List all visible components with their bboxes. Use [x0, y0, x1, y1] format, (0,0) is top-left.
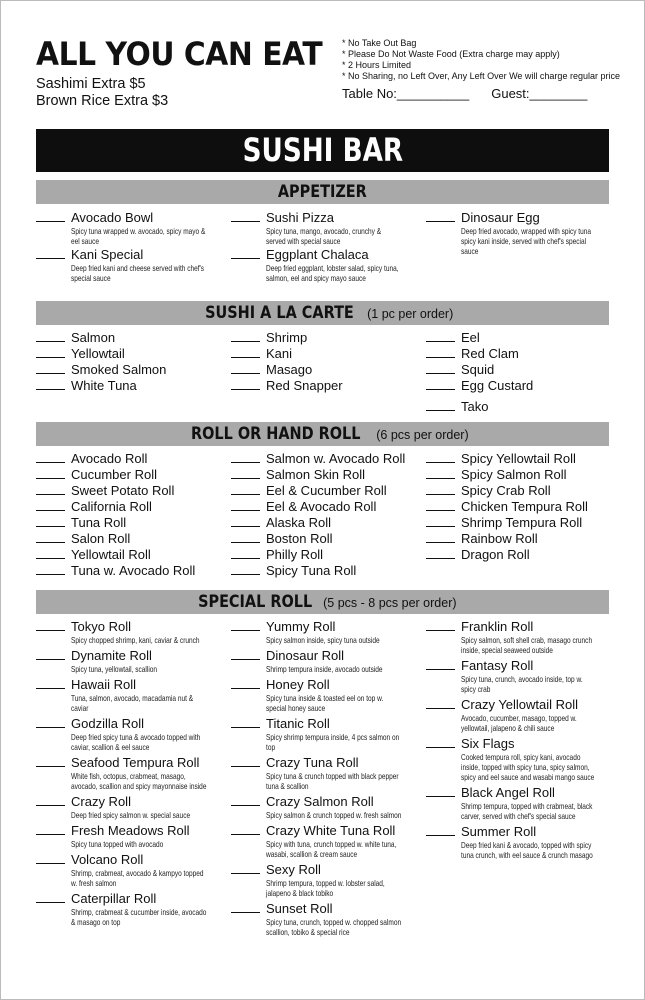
item-description: Shrimp tempura, topped w. lobster salad, jalapeno & black tobiko	[266, 878, 385, 898]
menu-item-dynamite-roll	[36, 648, 226, 674]
menu-item-shrimp-tempura-roll	[426, 515, 616, 531]
menu-item-avocado-bowl	[36, 210, 226, 246]
menu-item-red-clam	[426, 346, 616, 362]
menu-item-titanic-roll	[231, 716, 421, 752]
special-column-1	[36, 619, 226, 930]
item-name: Kani Special	[71, 247, 144, 262]
menu-item-salmon	[36, 330, 226, 346]
section-roll-or-hand-roll	[36, 422, 609, 446]
note-take-out: * No Take Out Bag	[342, 38, 417, 48]
item-description: Spicy tuna, crunch, avocado inside, top w. spicy crab	[461, 674, 583, 694]
section-title: ROLL OR HAND ROLL	[191, 424, 361, 444]
item-name: Masago	[266, 362, 313, 377]
banner-text: SUSHI BAR	[242, 131, 403, 169]
sushi-bar-banner	[36, 129, 609, 172]
roll-column-3	[426, 451, 616, 563]
item-description: Spicy salmon, soft shell crab, masago crunch inside, special seaweed outside	[461, 635, 593, 655]
item-name: Philly Roll	[266, 547, 324, 562]
item-name: Seafood Tempura Roll	[71, 755, 200, 770]
menu-item-squid	[426, 362, 616, 378]
item-name: Honey Roll	[266, 677, 330, 692]
menu-item-tako	[426, 399, 616, 415]
item-name: Summer Roll	[461, 824, 537, 839]
item-name: Salmon w. Avocado Roll	[266, 451, 406, 466]
menu-title: ALL YOU CAN EAT	[36, 35, 323, 73]
menu-item-yummy-roll	[231, 619, 421, 645]
note-waste: * Please Do Not Waste Food (Extra charge may apply)	[342, 49, 560, 59]
header-left	[36, 35, 336, 110]
item-description: Spicy shrimp tempura inside, 4 pcs salmon on top	[266, 732, 400, 752]
item-description: Shrimp, crabmeat, avocado & kampyo topped w. fresh salmon	[71, 868, 204, 888]
item-name: Sunset Roll	[266, 901, 333, 916]
item-description: Spicy with tuna, crunch topped w. white tuna, wasabi, scallion & cream sauce	[266, 839, 397, 859]
item-description: White fish, octopus, crabmeat, masago, avocado, scallion and spicy mayonnaise inside	[71, 771, 207, 791]
menu-item-sexy-roll	[231, 862, 421, 898]
menu-item-sushi-pizza	[231, 210, 421, 246]
menu-item-tokyo-roll	[36, 619, 226, 645]
item-description: Spicy tuna, yellowtail, scallion	[71, 664, 158, 674]
menu-item-salmon-w-avocado-roll	[231, 451, 421, 467]
item-name: Cucumber Roll	[71, 467, 157, 482]
menu-item-yellowtail-roll	[36, 547, 226, 563]
item-name: Eel & Cucumber Roll	[266, 483, 387, 498]
carte-column-2	[231, 330, 421, 394]
guest-count-field: Guest:________	[491, 86, 588, 101]
menu-item-spicy-salmon-roll	[426, 467, 616, 483]
item-name: Yellowtail Roll	[71, 547, 151, 562]
note-sharing: * No Sharing, no Left Over, Any Left Over We will charge regular price	[342, 71, 620, 81]
table-number-field: Table No:__________	[342, 86, 470, 101]
item-name: Volcano Roll	[71, 852, 144, 867]
item-description: Spicy tuna, mango, avocado, crunchy & served with special sauce	[266, 226, 382, 246]
menu-item-honey-roll	[231, 677, 421, 713]
item-description: Spicy tuna wrapped w. avocado, spicy mayo & eel sauce	[71, 226, 206, 246]
menu-item-eel-avocado-roll	[231, 499, 421, 515]
item-description: Deep fried spicy tuna & avocado topped with caviar, scallion & eel sauce	[71, 732, 201, 752]
item-name: Salon Roll	[71, 531, 131, 546]
item-name: Tako	[461, 399, 489, 414]
item-name: Red Clam	[461, 346, 519, 361]
menu-item-summer-roll	[426, 824, 616, 860]
menu-item-salon-roll	[36, 531, 226, 547]
menu-item-yellowtail	[36, 346, 226, 362]
appetizer-column-2	[231, 210, 421, 284]
menu-item-six-flags	[426, 736, 616, 782]
brown-rice-extra: Brown Rice Extra $3	[36, 93, 169, 109]
item-description: Shrimp, crabmeat & cucumber inside, avocado & masago on top	[71, 907, 207, 927]
section-title: APPETIZER	[278, 182, 367, 202]
menu-item-volcano-roll	[36, 852, 226, 888]
table-guest-line	[342, 86, 627, 102]
item-name: Red Snapper	[266, 378, 343, 393]
menu-item-alaska-roll	[231, 515, 421, 531]
menu-item-rainbow-roll	[426, 531, 616, 547]
menu-item-cucumber-roll	[36, 467, 226, 483]
item-name: Avocado Roll	[71, 451, 148, 466]
menu-item-tuna-w-avocado-roll	[36, 563, 226, 579]
menu-item-crazy-yellowtail-roll	[426, 697, 616, 733]
item-name: Squid	[461, 362, 495, 377]
item-name: Yummy Roll	[266, 619, 336, 634]
item-name: Fantasy Roll	[461, 658, 534, 673]
item-name: Tuna Roll	[71, 515, 127, 530]
menu-item-black-angel-roll	[426, 785, 616, 821]
item-description: Tuna, salmon, avocado, macadamia nut & caviar	[71, 693, 194, 713]
menu-item-eggplant-chalaca	[231, 247, 421, 283]
item-name: Yellowtail	[71, 346, 125, 361]
sashimi-extra: Sashimi Extra $5	[36, 76, 146, 92]
menu-item-seafood-tempura-roll	[36, 755, 226, 791]
item-name: Dinosaur Roll	[266, 648, 345, 663]
item-description: Shrimp tempura inside, avocado outside	[266, 664, 383, 674]
menu-item-dragon-roll	[426, 547, 616, 563]
item-name: Godzilla Roll	[71, 716, 144, 731]
item-name: Tuna w. Avocado Roll	[71, 563, 196, 578]
menu-item-crazy-roll	[36, 794, 226, 820]
section-special-roll	[36, 590, 609, 614]
menu-item-egg-custard	[426, 378, 616, 394]
item-description: Spicy salmon inside, spicy tuna outside	[266, 635, 380, 645]
item-name: Salmon	[71, 330, 116, 345]
rules-notes	[342, 38, 627, 102]
menu-item-philly-roll	[231, 547, 421, 563]
menu-item-california-roll	[36, 499, 226, 515]
item-name: Six Flags	[461, 736, 515, 751]
menu-item-smoked-salmon	[36, 362, 226, 378]
menu-item-spicy-tuna-roll	[231, 563, 421, 579]
menu-item-caterpillar-roll	[36, 891, 226, 927]
menu-item-white-tuna	[36, 378, 226, 394]
menu-item-dinosaur-egg	[426, 210, 616, 256]
item-name: Eggplant Chalaca	[266, 247, 369, 262]
item-name: Sexy Roll	[266, 862, 321, 877]
item-description: Deep fried spicy salmon w. special sauce	[71, 810, 191, 820]
menu-item-tuna-roll	[36, 515, 226, 531]
menu-item-hawaii-roll	[36, 677, 226, 713]
item-name: Salmon Skin Roll	[266, 467, 365, 482]
item-description: Spicy chopped shrimp, kani, caviar & crunch	[71, 635, 200, 645]
item-name: Egg Custard	[461, 378, 534, 393]
carte-column-1	[36, 330, 226, 394]
item-name: Spicy Tuna Roll	[266, 563, 357, 578]
section-appetizer	[36, 180, 609, 204]
item-name: Tokyo Roll	[71, 619, 131, 634]
menu-item-chicken-tempura-roll	[426, 499, 616, 515]
menu-item-franklin-roll	[426, 619, 616, 655]
item-name: Chicken Tempura Roll	[461, 499, 588, 514]
menu-item-fresh-meadows-roll	[36, 823, 226, 849]
item-description: Spicy tuna & crunch topped with black pepper tuna & scallion	[266, 771, 399, 791]
appetizer-column-3	[426, 210, 616, 257]
item-name: Caterpillar Roll	[71, 891, 157, 906]
menu-item-kani-special	[36, 247, 226, 283]
item-description: Deep fried eggplant, lobster salad, spicy tuna, salmon, eel and spicy mayo sauce	[266, 263, 399, 283]
item-name: Crazy Salmon Roll	[266, 794, 374, 809]
item-name: Titanic Roll	[266, 716, 330, 731]
item-name: California Roll	[71, 499, 152, 514]
menu-item-crazy-white-tuna-roll	[231, 823, 421, 859]
menu-item-avocado-roll	[36, 451, 226, 467]
roll-column-1	[36, 451, 226, 579]
item-name: Dinosaur Egg	[461, 210, 540, 225]
item-name: Boston Roll	[266, 531, 333, 546]
item-name: Kani	[266, 346, 293, 361]
item-name: Crazy Yellowtail Roll	[461, 697, 579, 712]
item-name: Crazy Tuna Roll	[266, 755, 359, 770]
item-name: Spicy Salmon Roll	[461, 467, 567, 482]
menu-item-dinosaur-roll	[231, 648, 421, 674]
note-time-limit: * 2 Hours Limited	[342, 60, 412, 70]
section-sushi-a-la-carte	[36, 301, 609, 325]
item-name: Shrimp Tempura Roll	[461, 515, 583, 530]
item-description: Deep fried avocado, wrapped with spicy tuna spicy kani inside, served with chef's special sauce	[461, 226, 592, 256]
section-note: (1 pc per order)	[367, 307, 454, 321]
menu-item-shrimp	[231, 330, 421, 346]
item-name: Sweet Potato Roll	[71, 483, 175, 498]
appetizer-column-1	[36, 210, 226, 284]
section-title: SPECIAL ROLL	[198, 592, 313, 612]
item-name: Dynamite Roll	[71, 648, 152, 663]
item-name: Eel	[461, 330, 480, 345]
item-name: Eel & Avocado Roll	[266, 499, 377, 514]
item-name: Franklin Roll	[461, 619, 534, 634]
menu-item-spicy-crab-roll	[426, 483, 616, 499]
item-description: Deep fried kani & avocado, topped with spicy tuna crunch, with eel sauce & crunch masago	[461, 840, 593, 860]
item-name: Alaska Roll	[266, 515, 332, 530]
menu-item-spicy-yellowtail-roll	[426, 451, 616, 467]
item-name: Dragon Roll	[461, 547, 530, 562]
menu-item-eel	[426, 330, 616, 346]
menu-item-salmon-skin-roll	[231, 467, 421, 483]
item-description: Shrimp tempura, topped with crabmeat, black carver, served with chef's special sauce	[461, 801, 593, 821]
item-name: Crazy White Tuna Roll	[266, 823, 396, 838]
section-note: (5 pcs - 8 pcs per order)	[323, 596, 457, 610]
item-name: Avocado Bowl	[71, 210, 154, 225]
menu-item-crazy-salmon-roll	[231, 794, 421, 820]
item-name: Shrimp	[266, 330, 308, 345]
carte-column-3	[426, 330, 616, 415]
roll-column-2	[231, 451, 421, 579]
item-name: Crazy Roll	[71, 794, 131, 809]
item-description: Spicy tuna inside & toasted eel on top w. special honey sauce	[266, 693, 384, 713]
item-name: Fresh Meadows Roll	[71, 823, 190, 838]
item-name: Spicy Yellowtail Roll	[461, 451, 576, 466]
menu-item-kani	[231, 346, 421, 362]
item-name: Rainbow Roll	[461, 531, 538, 546]
menu-item-red-snapper	[231, 378, 421, 394]
section-note: (6 pcs per order)	[376, 428, 469, 442]
menu-item-boston-roll	[231, 531, 421, 547]
item-description: Deep fried kani and cheese served with chef's special sauce	[71, 263, 205, 283]
item-name: Hawaii Roll	[71, 677, 137, 692]
menu-item-fantasy-roll	[426, 658, 616, 694]
menu-item-godzilla-roll	[36, 716, 226, 752]
item-name: Black Angel Roll	[461, 785, 555, 800]
section-title: SUSHI A LA CARTE	[204, 303, 354, 323]
item-description: Spicy tuna topped with avocado	[71, 839, 164, 849]
special-column-3	[426, 619, 616, 863]
item-name: Sushi Pizza	[266, 210, 334, 225]
menu-item-sunset-roll	[231, 901, 421, 937]
item-description: Spicy tuna, crunch, topped w. chopped salmon scallion, tobiko & special rice	[266, 917, 402, 937]
menu-item-eel-cucumber-roll	[231, 483, 421, 499]
item-name: Smoked Salmon	[71, 362, 167, 377]
menu-item-masago	[231, 362, 421, 378]
item-name: White Tuna	[71, 378, 137, 393]
menu-item-sweet-potato-roll	[36, 483, 226, 499]
special-column-2	[231, 619, 421, 940]
item-description: Cooked tempura roll, spicy kani, avocado inside, topped with spicy tuna, spicy salmon, spicy and eel sauce and wasabi mango sauce	[461, 752, 595, 782]
item-description: Spicy salmon & crunch topped w. fresh salmon	[266, 810, 402, 820]
menu-item-crazy-tuna-roll	[231, 755, 421, 791]
item-description: Avocado, cucumber, masago, topped w. yellowtail, jalapeno & chili sauce	[461, 713, 577, 733]
item-name: Spicy Crab Roll	[461, 483, 551, 498]
